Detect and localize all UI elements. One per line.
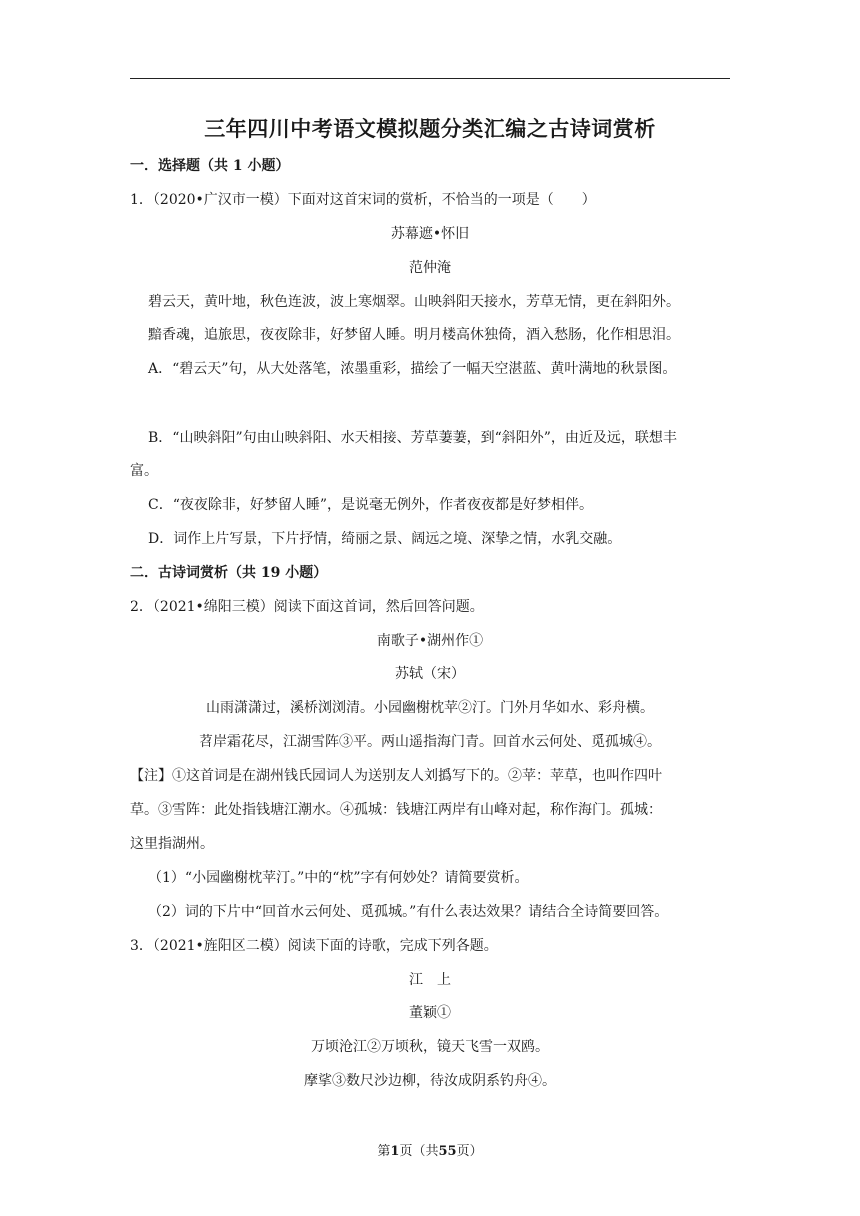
question-2-note: 这里指湖州。 bbox=[130, 836, 214, 852]
question-1-poem-line: 黯香魂，追旅思，夜夜除非，好梦留人睡。明月楼高休独倚，酒入愁肠，化作相思泪。 bbox=[148, 327, 680, 343]
document-title: 三年四川中考语文模拟题分类汇编之古诗词赏析 bbox=[204, 116, 656, 141]
question-2-stem: 2．（2021•绵阳三模）阅读下面这首词，然后回答问题。 bbox=[130, 599, 484, 615]
footer-mid: 页（共 bbox=[399, 1144, 439, 1159]
footer-prefix: 第 bbox=[377, 1144, 391, 1159]
question-2-poem-title: 南歌子•湖州作① bbox=[376, 633, 484, 649]
footer-page-number: 1 bbox=[390, 1144, 400, 1159]
section-heading-appreciation: 二．古诗词赏析（共 19 小题） bbox=[130, 565, 328, 581]
question-2-subquestion-1: （1）“小园幽榭枕苹汀。”中的“枕”字有何妙处？请简要赏析。 bbox=[148, 870, 529, 886]
question-1-option-d: D．词作上片写景，下片抒情，绮丽之景、阔远之境、深挚之情，水乳交融。 bbox=[148, 531, 622, 547]
question-3-poem-line: 万顷沧江②万顷秋，镜天飞雪一双鸥。 bbox=[311, 1039, 549, 1055]
question-2-poem-line: 山雨潇潇过，溪桥浏浏清。小园幽榭枕苹②汀。门外月华如水、彩舟横。 bbox=[206, 700, 654, 716]
footer-total-pages: 55 bbox=[438, 1144, 457, 1159]
question-1-poem-author: 范仲淹 bbox=[409, 260, 451, 276]
page-footer bbox=[0, 1140, 860, 1159]
question-3-poem-author: 董颖① bbox=[409, 1005, 451, 1021]
question-3-poem-title: 江 上 bbox=[409, 972, 451, 988]
question-1-option-a: A．“碧云天”句，从大处落笔，浓墨重彩，描绘了一幅天空湛蓝、黄叶满地的秋景图。 bbox=[148, 361, 677, 377]
question-3-poem-line: 摩挲③数尺沙边柳，待汝成阴系钓舟④。 bbox=[304, 1073, 556, 1089]
question-1-option-c: C．“夜夜除非，好梦留人睡”，是说毫无例外，作者夜夜都是好梦相伴。 bbox=[148, 497, 594, 513]
question-2-subquestion-2: （2）词的下片中“回首水云何处、觅孤城。”有什么表达效果？请结合全诗简要回答。 bbox=[148, 904, 669, 920]
section-heading-choice: 一．选择题（共 1 小题） bbox=[130, 158, 290, 174]
question-2-poem-author: 苏轼（宋） bbox=[395, 666, 465, 682]
question-2-note: 草。③雪阵：此处指钱塘江潮水。④孤城：钱塘江两岸有山峰对起，称作海门。孤城： bbox=[130, 802, 662, 818]
question-1-poem-line: 碧云天，黄叶地，秋色连波，波上寒烟翠。山映斜阳天接水，芳草无情，更在斜阳外。 bbox=[148, 294, 680, 310]
question-1-poem-title: 苏幕遮•怀旧 bbox=[390, 226, 470, 242]
question-1-option-b-cont: 富。 bbox=[130, 463, 158, 479]
question-2-note: 【注】①这首词是在湖州钱氏园词人为送别友人刘撝写下的。②苹：苹草，也叫作四叶 bbox=[130, 768, 662, 784]
question-3-stem: 3．（2021•旌阳区二模）阅读下面的诗歌，完成下列各题。 bbox=[130, 938, 498, 954]
footer-suffix: 页） bbox=[456, 1144, 483, 1159]
header-rule bbox=[130, 78, 730, 79]
question-1-stem: 1．（2020•广汉市一模）下面对这首宋词的赏析，不恰当的一项是（ ） bbox=[130, 192, 596, 208]
question-1-option-b: B．“山映斜阳”句由山映斜阳、水天相接、芳草萋萋，到“斜阳外”，由近及远，联想丰 bbox=[148, 430, 677, 446]
question-2-poem-line: 苕岸霜花尽，江湖雪阵③平。两山遥指海门青。回首水云何处、觅孤城④。 bbox=[199, 734, 661, 750]
